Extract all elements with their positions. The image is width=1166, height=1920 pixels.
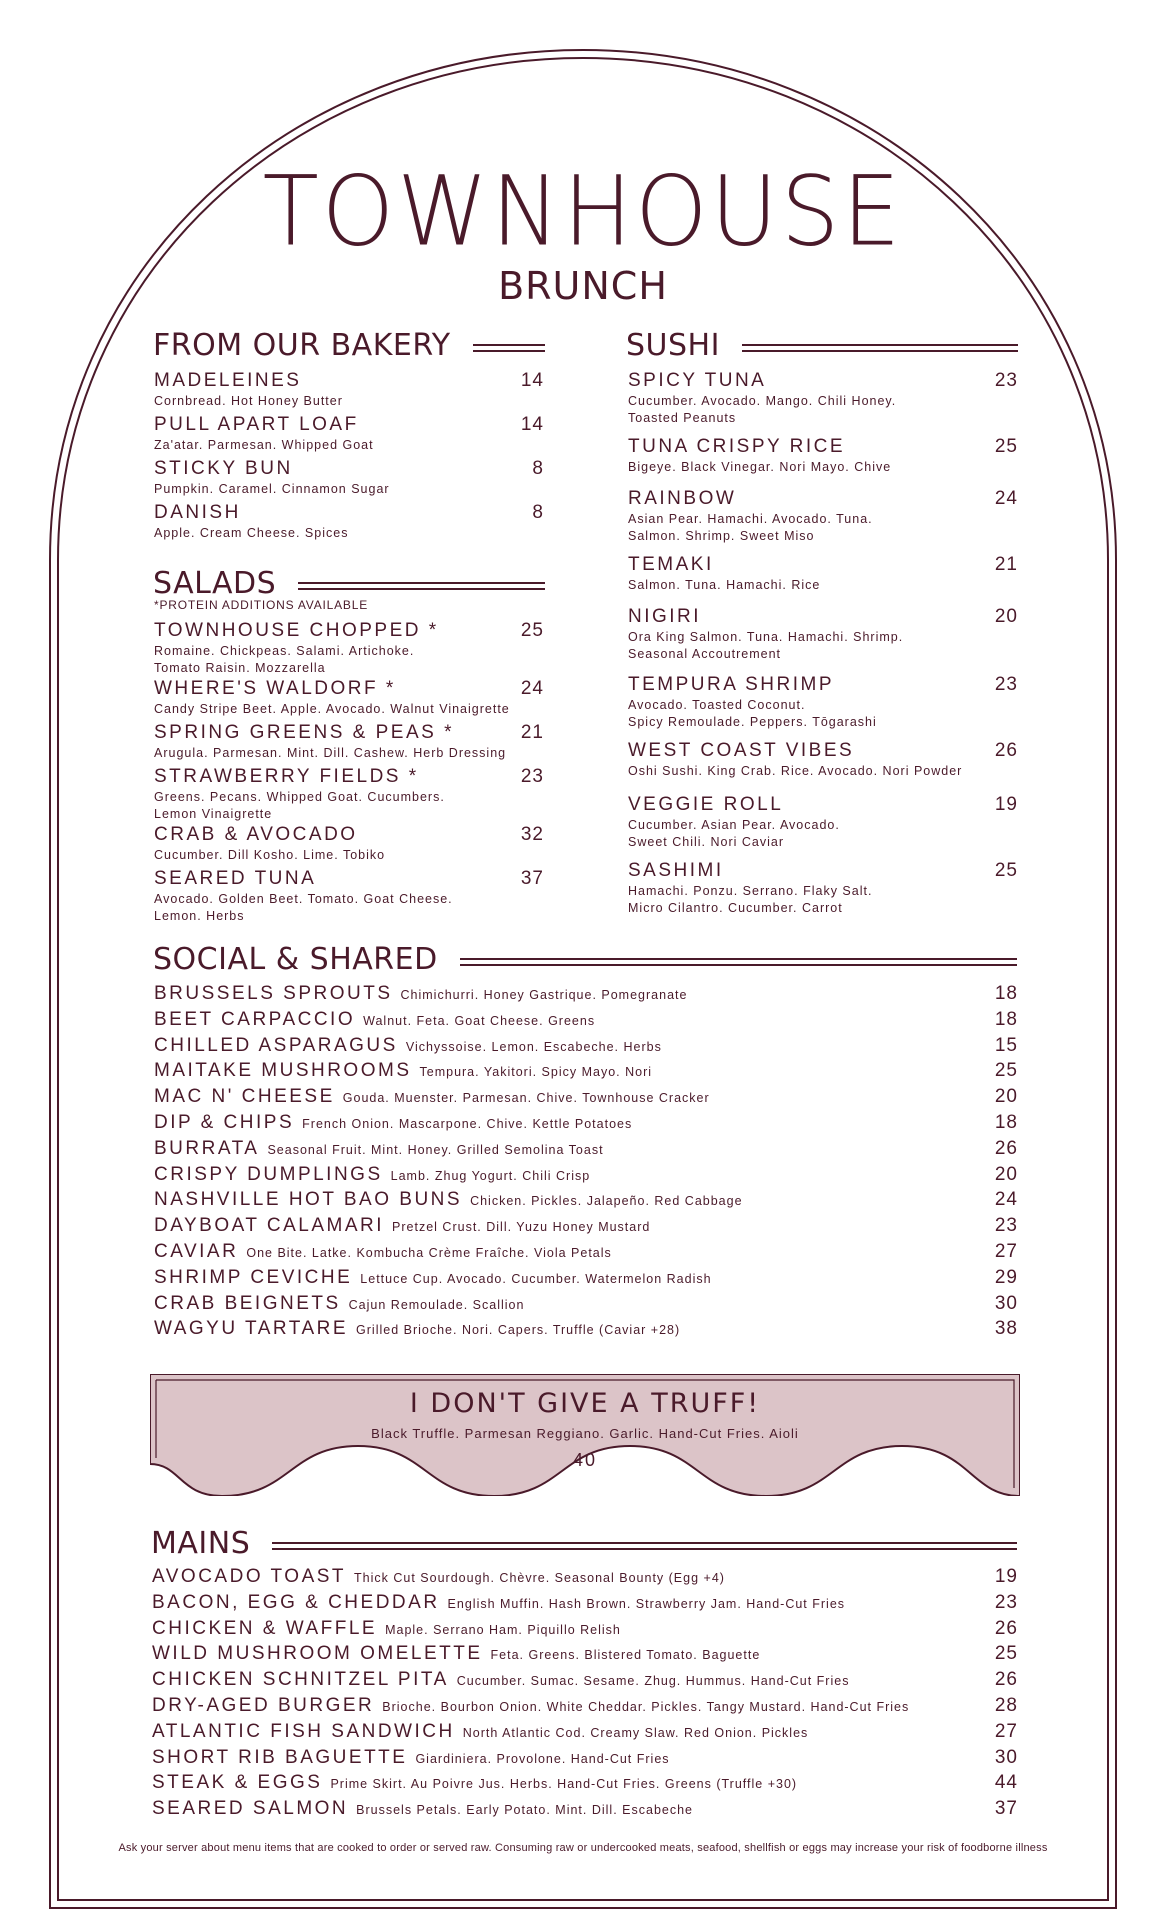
item-text	[154, 1060, 652, 1082]
item-price: 18	[994, 1008, 1018, 1030]
item-name: SPICY TUNA	[628, 370, 767, 391]
item-name: NIGIRI	[628, 606, 702, 627]
item-description: Oshi Sushi. King Crab. Rice. Avocado. Nori Powder	[628, 764, 963, 778]
item-name: MAITAKE MUSHROOMS	[154, 1060, 412, 1082]
item-text	[154, 1164, 590, 1186]
item-name: SHORT RIB BAGUETTE	[152, 1746, 408, 1768]
item-text	[154, 1293, 524, 1315]
item-name: CHILLED ASPARAGUS	[154, 1034, 398, 1056]
item-name: WHERE'S WALDORF *	[154, 678, 396, 699]
menu-item	[628, 554, 1018, 593]
item-price: 23	[520, 766, 544, 787]
item-description: Salmon. Tuna. Hamachi. Rice	[628, 578, 821, 592]
item-text	[154, 1215, 650, 1237]
menu-item	[628, 606, 1018, 662]
item-name: WAGYU TARTARE	[154, 1318, 349, 1340]
section-title: FROM OUR BAKERY	[153, 328, 451, 363]
menu-item	[154, 1138, 1018, 1160]
truffle-banner	[150, 1374, 1020, 1496]
item-row	[628, 488, 1018, 510]
item-price: 28	[994, 1695, 1018, 1716]
item-name: CRISPY DUMPLINGS	[154, 1163, 383, 1185]
section-rule	[742, 344, 1018, 352]
item-price: 26	[994, 1137, 1018, 1159]
item-price: 21	[520, 722, 544, 743]
menu-item	[154, 868, 544, 924]
menu-item	[628, 488, 1018, 544]
item-description: Romaine. Chickpeas. Salami. Artichoke.	[154, 644, 415, 658]
menu-item	[152, 1772, 1018, 1794]
banner-price: 40	[572, 1450, 598, 1470]
item-name: STRAWBERRY FIELDS *	[154, 766, 419, 787]
item-name: SEARED SALMON	[152, 1798, 349, 1820]
item-price: 24	[520, 678, 544, 699]
item-price: 29	[994, 1266, 1018, 1288]
item-name: BEET CARPACCIO	[154, 1008, 356, 1030]
item-description: Giardiniera. Provolone. Hand-Cut Fries	[415, 1751, 670, 1766]
item-description: Greens. Pecans. Whipped Goat. Cucumbers.	[154, 790, 445, 804]
section-heading-social	[153, 942, 1017, 977]
item-text	[154, 1086, 710, 1108]
item-description-2: Toasted Peanuts	[628, 411, 737, 425]
item-price: 20	[994, 1163, 1018, 1185]
item-name: WILD MUSHROOM OMELETTE	[152, 1643, 483, 1665]
item-name: CRAB & AVOCADO	[154, 824, 358, 845]
item-description: Lettuce Cup. Avocado. Cucumber. Watermelon Radish	[360, 1271, 712, 1286]
item-description: Chicken. Pickles. Jalapeño. Red Cabbage	[470, 1194, 743, 1209]
menu-item	[628, 860, 1018, 916]
item-text	[152, 1592, 845, 1614]
item-price: 18	[994, 983, 1018, 1004]
item-price: 23	[994, 1591, 1018, 1613]
item-description: English Muffin. Hash Brown. Strawberry Jam. Hand-Cut Fries	[447, 1596, 846, 1611]
item-price: 37	[994, 1798, 1018, 1820]
item-row	[154, 678, 544, 700]
section-heading-salads	[153, 566, 545, 601]
item-text	[152, 1695, 909, 1717]
item-text	[154, 1138, 604, 1160]
item-name: TOWNHOUSE CHOPPED *	[154, 620, 439, 641]
item-name: DAYBOAT CALAMARI	[154, 1215, 385, 1237]
item-price: 38	[994, 1318, 1018, 1340]
item-row	[628, 554, 1018, 576]
menu-item	[154, 766, 544, 822]
item-price: 44	[994, 1772, 1018, 1794]
menu-item	[154, 983, 1018, 1005]
item-name: PULL APART LOAF	[154, 414, 359, 435]
item-description-2: Spicy Remoulade. Peppers. Tōgarashi	[628, 715, 877, 729]
item-description: Grilled Brioche. Nori. Capers. Truffle (Caviar +28)	[356, 1323, 681, 1338]
item-name: AVOCADO TOAST	[152, 1566, 347, 1587]
item-price: 27	[994, 1241, 1018, 1262]
item-row	[628, 794, 1018, 816]
item-description: Za'atar. Parmesan. Whipped Goat	[154, 438, 374, 452]
menu-item	[154, 1035, 1018, 1057]
item-name: ATLANTIC FISH SANDWICH	[152, 1720, 455, 1742]
menu-item	[628, 370, 1018, 426]
section-title: MAINS	[151, 1526, 251, 1561]
item-price: 23	[994, 1215, 1018, 1237]
item-text	[152, 1772, 797, 1794]
item-row	[628, 436, 1018, 458]
footer-disclaimer: Ask your server about menu items that are cooked to order or served raw. Consuming raw or undercooked meats, seafood, shellfish or eggs may increase your risk of foodborne illness	[118, 1842, 1048, 1854]
item-text	[154, 1189, 743, 1211]
item-description: Bigeye. Black Vinegar. Nori Mayo. Chive	[628, 460, 892, 474]
menu-item	[154, 1293, 1018, 1315]
menu-item	[628, 674, 1018, 730]
item-description: Chimichurri. Honey Gastrique. Pomegranate	[400, 988, 688, 1002]
item-description-2: Sweet Chili. Nori Caviar	[628, 835, 784, 849]
item-price: 23	[994, 370, 1018, 391]
item-name: SASHIMI	[628, 860, 724, 881]
item-description: One Bite. Latke. Kombucha Crème Fraîche. Viola Petals	[246, 1246, 612, 1260]
menu-item	[154, 824, 544, 863]
item-text	[152, 1618, 621, 1640]
item-description: Vichyssoise. Lemon. Escabeche. Herbs	[405, 1039, 662, 1054]
item-name: TEMPURA SHRIMP	[628, 674, 835, 695]
item-price: 37	[520, 868, 544, 889]
item-description: Pretzel Crust. Dill. Yuzu Honey Mustard	[392, 1220, 651, 1235]
item-text	[152, 1721, 808, 1743]
menu-item	[628, 740, 1018, 779]
item-name: SEARED TUNA	[154, 868, 317, 889]
item-text	[154, 1318, 680, 1340]
item-price: 20	[994, 1086, 1018, 1108]
item-description: Avocado. Golden Beet. Tomato. Goat Cheese.	[154, 892, 453, 906]
item-name: DANISH	[154, 502, 241, 523]
menu-item	[154, 1241, 1018, 1263]
menu-item	[152, 1695, 1018, 1717]
item-description: Cucumber. Avocado. Mango. Chili Honey.	[628, 394, 897, 408]
banner-description: Black Truffle. Parmesan Reggiano. Garlic. Hand-Cut Fries. Aioli	[371, 1426, 799, 1441]
menu-item	[154, 1318, 1018, 1340]
item-text	[152, 1566, 725, 1588]
item-row	[628, 740, 1018, 762]
item-price: 14	[520, 414, 544, 435]
item-name: BRUSSELS SPROUTS	[154, 983, 393, 1004]
item-name: BACON, EGG & CHEDDAR	[152, 1591, 440, 1613]
item-row	[154, 458, 544, 480]
menu-item	[154, 1009, 1018, 1031]
menu-item	[154, 502, 544, 541]
menu-item	[154, 722, 544, 761]
menu-item	[154, 414, 544, 453]
item-description: North Atlantic Cod. Creamy Slaw. Red Onion. Pickles	[462, 1725, 809, 1740]
item-description: Cornbread. Hot Honey Butter	[154, 394, 343, 408]
item-row	[154, 370, 544, 392]
item-price: 25	[520, 620, 544, 641]
item-price: 30	[994, 1746, 1018, 1768]
menu-item	[154, 1189, 1018, 1211]
menu-item	[154, 1112, 1018, 1134]
item-text	[152, 1747, 670, 1769]
item-description: Arugula. Parmesan. Mint. Dill. Cashew. Herb Dressing	[154, 746, 507, 760]
item-description: Feta. Greens. Blistered Tomato. Baguette	[490, 1648, 761, 1663]
menu-item	[152, 1721, 1018, 1743]
item-name: DRY-AGED BURGER	[152, 1695, 375, 1716]
item-description: Cucumber. Asian Pear. Avocado.	[628, 818, 840, 832]
item-price: 26	[994, 1669, 1018, 1691]
item-price: 19	[994, 794, 1018, 815]
item-description: Seasonal Fruit. Mint. Honey. Grilled Semolina Toast	[267, 1142, 604, 1157]
section-title: SOCIAL & SHARED	[153, 942, 438, 977]
item-price: 19	[994, 1566, 1018, 1587]
item-row	[628, 606, 1018, 628]
item-price: 30	[994, 1292, 1018, 1314]
item-row	[154, 868, 544, 890]
item-row	[154, 502, 544, 524]
item-text	[154, 1267, 712, 1289]
menu-item	[154, 1060, 1018, 1082]
menu-item	[154, 1267, 1018, 1289]
section-rule	[272, 1542, 1017, 1550]
item-price: 25	[994, 1643, 1018, 1665]
menu-item	[152, 1566, 1018, 1588]
menu-item	[152, 1669, 1018, 1691]
item-row	[628, 860, 1018, 882]
page-subtitle: BRUNCH	[498, 264, 668, 308]
section-title: SALADS	[153, 566, 277, 601]
menu-item	[154, 1164, 1018, 1186]
item-price: 25	[994, 860, 1018, 881]
item-description: Tempura. Yakitori. Spicy Mayo. Nori	[419, 1065, 653, 1080]
item-description: Brioche. Bourbon Onion. White Cheddar. Pickles. Tangy Mustard. Hand-Cut Fries	[382, 1700, 910, 1714]
item-name: VEGGIE ROLL	[628, 794, 784, 815]
item-price: 24	[994, 488, 1018, 509]
item-description: Cajun Remoulade. Scallion	[348, 1297, 525, 1312]
menu-item	[152, 1592, 1018, 1614]
item-name: SPRING GREENS & PEAS *	[154, 722, 454, 743]
item-row	[154, 766, 544, 788]
protein-note: *PROTEIN ADDITIONS AVAILABLE	[154, 598, 369, 612]
item-price: 21	[994, 554, 1018, 575]
item-text	[154, 1241, 612, 1263]
item-description-2: Seasonal Accoutrement	[628, 647, 782, 661]
item-text	[154, 1112, 632, 1134]
menu-item	[154, 1086, 1018, 1108]
menu-item	[152, 1618, 1018, 1640]
item-text	[152, 1669, 849, 1691]
item-name: MAC N' CHEESE	[154, 1086, 335, 1108]
item-description-2: Tomato Raisin. Mozzarella	[154, 661, 326, 675]
item-name: MADELEINES	[154, 370, 302, 391]
item-name: BURRATA	[154, 1137, 260, 1159]
item-text	[152, 1798, 693, 1820]
item-price: 8	[532, 458, 544, 479]
item-description-2: Micro Cilantro. Cucumber. Carrot	[628, 901, 843, 915]
section-rule	[298, 582, 545, 590]
section-heading-mains	[151, 1526, 1017, 1561]
item-price: 20	[994, 606, 1018, 627]
item-price: 26	[994, 740, 1018, 761]
item-row	[154, 620, 544, 642]
menu-item	[154, 620, 544, 676]
item-name: CAVIAR	[154, 1241, 239, 1262]
item-price: 27	[994, 1720, 1018, 1742]
item-description-2: Lemon Vinaigrette	[154, 807, 273, 821]
section-rule	[473, 344, 545, 352]
item-description: Brussels Petals. Early Potato. Mint. Dill. Escabeche	[356, 1803, 693, 1818]
item-name: STICKY BUN	[154, 458, 293, 479]
item-name: CHICKEN & WAFFLE	[152, 1617, 378, 1639]
item-description: Pumpkin. Caramel. Cinnamon Sugar	[154, 482, 390, 496]
section-title: SUSHI	[626, 328, 720, 363]
menu-item	[154, 370, 544, 409]
menu-item	[152, 1798, 1018, 1820]
item-description: Prime Skirt. Au Poivre Jus. Herbs. Hand-Cut Fries. Greens (Truffle +30)	[330, 1777, 798, 1792]
menu-item	[628, 794, 1018, 850]
item-price: 24	[994, 1189, 1018, 1211]
item-name: WEST COAST VIBES	[628, 740, 855, 761]
item-name: STEAK & EGGS	[152, 1772, 323, 1794]
item-description-2: Salmon. Shrimp. Sweet Miso	[628, 529, 815, 543]
item-description: Cucumber. Dill Kosho. Lime. Tobiko	[154, 848, 386, 862]
menu-item	[154, 678, 544, 717]
item-row	[154, 722, 544, 744]
menu-item	[154, 1215, 1018, 1237]
item-description: Lamb. Zhug Yogurt. Chili Crisp	[390, 1168, 591, 1183]
section-heading-bakery	[153, 328, 545, 363]
section-heading-sushi	[626, 328, 1018, 363]
item-price: 25	[994, 1060, 1018, 1082]
item-price: 23	[994, 674, 1018, 695]
item-row	[154, 824, 544, 846]
item-description: Maple. Serrano Ham. Piquillo Relish	[385, 1622, 621, 1637]
item-name: CHICKEN SCHNITZEL PITA	[152, 1669, 449, 1691]
item-description: Ora King Salmon. Tuna. Hamachi. Shrimp.	[628, 630, 904, 644]
item-price: 8	[532, 502, 544, 523]
item-price: 15	[994, 1034, 1018, 1056]
item-price: 32	[520, 824, 544, 845]
item-description: Cucumber. Sumac. Sesame. Zhug. Hummus. Hand-Cut Fries	[456, 1674, 850, 1689]
item-price: 25	[994, 436, 1018, 457]
menu-item	[154, 458, 544, 497]
item-description-2: Lemon. Herbs	[154, 909, 245, 923]
item-name: DIP & CHIPS	[154, 1112, 295, 1133]
item-description: Apple. Cream Cheese. Spices	[154, 526, 349, 540]
item-text	[154, 1009, 595, 1031]
item-name: SHRIMP CEVICHE	[154, 1266, 353, 1288]
item-description: French Onion. Mascarpone. Chive. Kettle Potatoes	[302, 1117, 633, 1131]
item-text	[154, 1035, 662, 1057]
item-name: TEMAKI	[628, 554, 714, 575]
item-text	[152, 1643, 760, 1665]
item-description: Asian Pear. Hamachi. Avocado. Tuna.	[628, 512, 873, 526]
item-name: NASHVILLE HOT BAO BUNS	[154, 1189, 463, 1211]
page-title: TOWNHOUSE	[262, 155, 904, 268]
menu-item	[152, 1747, 1018, 1769]
item-price: 14	[520, 370, 544, 391]
menu-item	[152, 1643, 1018, 1665]
item-name: TUNA CRISPY RICE	[628, 436, 846, 457]
item-row	[154, 414, 544, 436]
item-text	[154, 983, 687, 1005]
item-description: Candy Stripe Beet. Apple. Avocado. Walnut Vinaigrette	[154, 702, 510, 716]
item-description: Thick Cut Sourdough. Chèvre. Seasonal Bounty (Egg +4)	[354, 1571, 725, 1585]
banner-title: I DON'T GIVE A TRUFF!	[409, 1388, 761, 1419]
item-description: Walnut. Feta. Goat Cheese. Greens	[363, 1013, 596, 1028]
item-description: Gouda. Muenster. Parmesan. Chive. Townhouse Cracker	[342, 1091, 710, 1106]
item-name: RAINBOW	[628, 488, 737, 509]
item-row	[628, 370, 1018, 392]
menu-item	[628, 436, 1018, 475]
item-price: 26	[994, 1617, 1018, 1639]
item-description: Avocado. Toasted Coconut.	[628, 698, 806, 712]
section-rule	[460, 958, 1017, 966]
item-price: 18	[994, 1112, 1018, 1133]
item-row	[628, 674, 1018, 696]
item-name: CRAB BEIGNETS	[154, 1292, 341, 1314]
item-description: Hamachi. Ponzu. Serrano. Flaky Salt.	[628, 884, 873, 898]
